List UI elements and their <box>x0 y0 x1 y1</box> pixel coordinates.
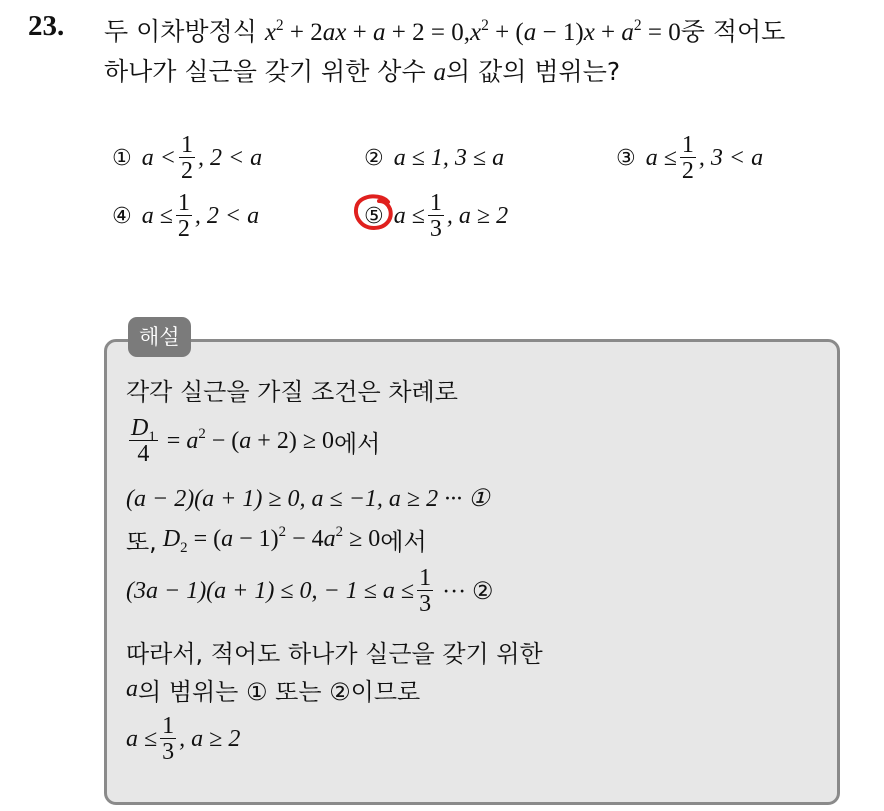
choice-5[interactable]: ⑤ a ≤ $\frac{1}{3}$ , a ≥ 2 <box>364 190 509 242</box>
question-trail: 중 적어도 <box>680 17 786 46</box>
solution-line-3: (a − 2)(a + 1) ≥ 0, a ≤ −1, a ≥ 2 ··· ① <box>126 486 490 512</box>
choice-4-number: ④ <box>112 203 132 229</box>
solution-line-4: 또, $D_2 = (a - 1)^2 - 4a^2 \ge 0$ 에서 <box>126 524 427 556</box>
solution-line-8: a ≤ $\frac{1}{3}$ , a ≥ 2 <box>126 713 241 765</box>
solution-line-7: a 의 범위는 ① 또는 ②이므로 <box>126 676 421 706</box>
question-line-1 <box>104 12 785 48</box>
choice-4[interactable]: ④ a ≤ $\frac{1}{2}$ , 2 < a <box>112 190 260 242</box>
choice-2-number: ② <box>364 145 384 171</box>
choice-5-number: ⑤ <box>364 203 384 229</box>
choice-3[interactable]: ③ a ≤ $\frac{1}{2}$ , 3 < a <box>616 132 764 184</box>
d1-fraction: $\frac{D_1}{4}$ <box>131 415 156 467</box>
question-lead: 두 이차방정식 <box>104 17 257 46</box>
question-number: 23. <box>28 10 65 42</box>
equation-1: $x^2 + 2ax + a + 2 = 0,x^2 + (a - 1)x + a^2 = 0$ <box>264 16 681 46</box>
question-line-2: 하나가 실근을 갖기 위한 상수 a의 값의 범위는? <box>104 57 621 86</box>
choice-1-number: ① <box>112 145 132 171</box>
choice-1[interactable]: ① a < $\frac{1}{2}$ , 2 < a <box>112 132 263 184</box>
solution-line-5: (3a − 1)(a + 1) ≤ 0, − 1 ≤ a ≤ $\frac{1}{3}$ ··· ② <box>126 565 494 617</box>
question-line2-text: 하나가 실근을 갖기 위한 상수 <box>104 57 426 86</box>
choice-3-number: ③ <box>616 145 636 171</box>
solution-tag: 해설 <box>128 317 191 357</box>
solution-line-2: $\frac{D_1}{4}$ = $a^2 - (a + 2) \ge 0$ 에서 <box>131 415 381 467</box>
solution-line-6: 따라서, 적어도 하나가 실근을 갖기 위한 <box>126 640 543 668</box>
choice-2[interactable]: ② a ≤ 1, 3 ≤ a <box>364 144 505 171</box>
question-line2-trail: 의 값의 범위는? <box>446 57 621 86</box>
solution-line-1: 각각 실근을 가질 조건은 차례로 <box>126 378 458 406</box>
